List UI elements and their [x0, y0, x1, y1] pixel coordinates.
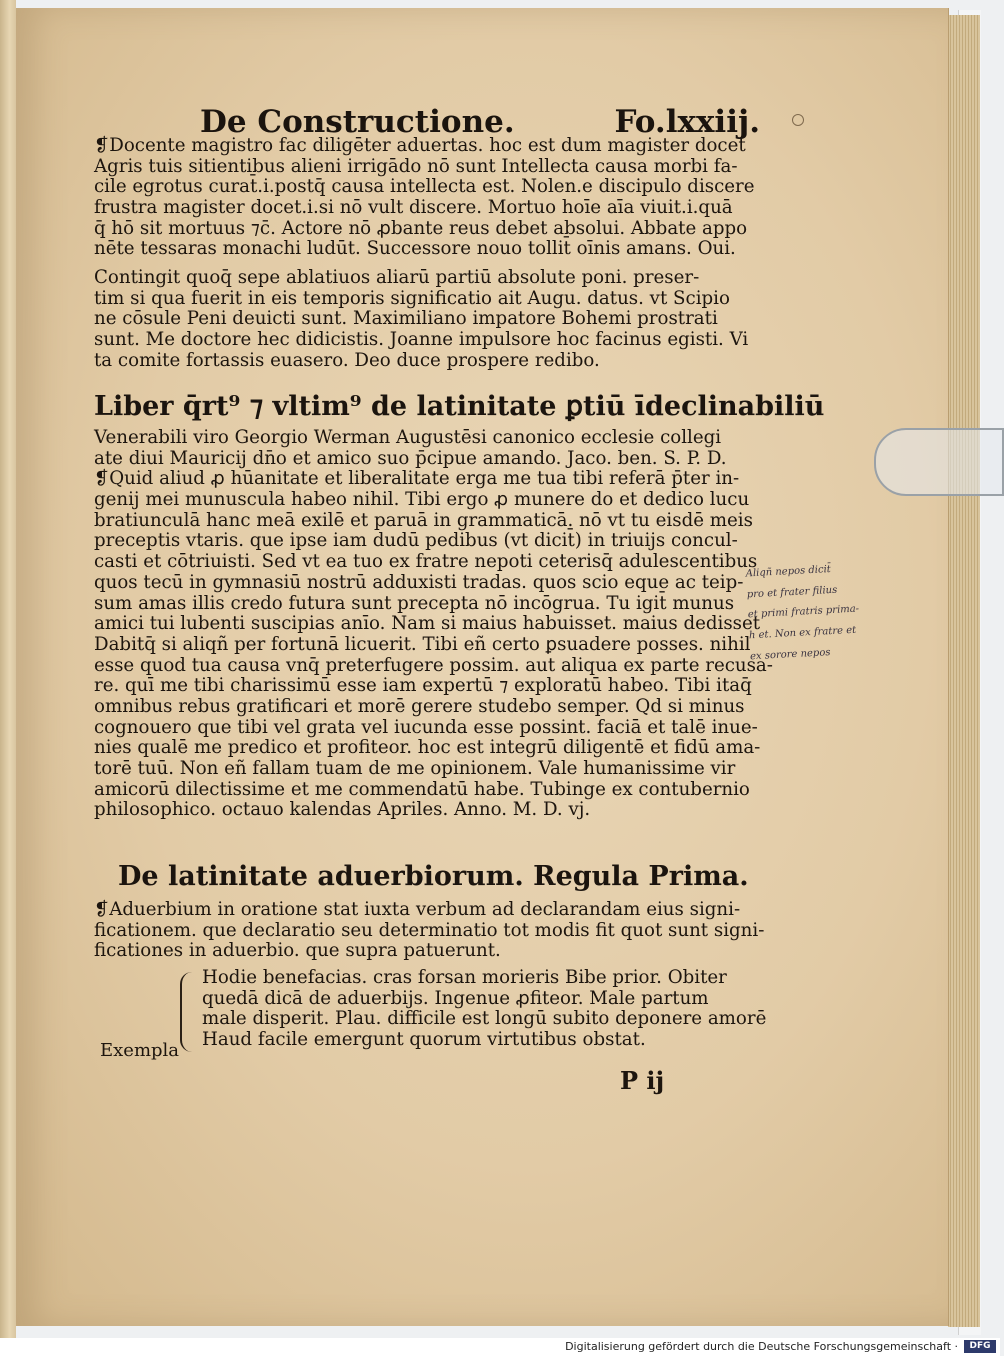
text-line: casti et cōtriuisti. Sed vt ea tuo ex fratre nepoti ceterisq̄ adulescentibus	[94, 551, 758, 573]
exempla-brace	[180, 972, 198, 1052]
text-line: genij mei munuscula habeo nihil. Tibi ergo ꝓ munere do et dedico lucu	[94, 489, 750, 511]
text-line: quos tecū in gymnasiū nostrū adduxisti tradas. quos scio eque ac teip-	[94, 571, 744, 593]
footer-bar	[0, 1338, 1000, 1356]
text-line: nēte tessaras monachi ludūt. Successore nouo tollit̄ oīnis amans. Oui.	[94, 238, 736, 260]
text-line: Contingit quoq̄ sepe ablatiuos aliarū partiū absolute poni. preser-	[94, 267, 700, 288]
book-heading: Liber q̄rt⁹ ⁊ vltim⁹ de latinitate ꝑtiū īdeclinabiliū	[94, 391, 825, 422]
paragraph-adverb-rule	[94, 899, 765, 962]
text-line: ex sorore nepos	[749, 646, 831, 663]
exempla-lines	[202, 967, 767, 1051]
book-spine	[0, 0, 16, 1338]
text-line: Aliqñ nepos dicit̄	[745, 564, 832, 580]
text-line: Agris tuis sitientibus alieni irrigādo nō sunt Intellecta causa morbi fa-	[94, 155, 738, 177]
signature-mark: P ij	[620, 1066, 665, 1095]
funding-credit: Digitalisierung gefördert durch die Deutsche Forschungsgemeinschaft ·	[565, 1340, 958, 1353]
text-line: bratiunculā hanc meā exilē et paruā in grammaticā. nō vt tu eisdē meis	[94, 509, 753, 531]
text-line: Venerabili viro Georgio Werman Augustēsi canonico ecclesie collegi	[94, 427, 722, 448]
text-line: cile egrotus curat̄.i.postq̄ causa intellecta est. Nolen.e discipulo discere	[94, 176, 755, 198]
running-title: De Constructione.	[200, 104, 515, 140]
page-clip	[874, 428, 1004, 496]
text-line: ❡Aduerbium in oratione stat iuxta verbum ad declarandam eius signi-	[94, 899, 741, 920]
dedication-letter	[94, 427, 773, 821]
folio-number: Fo.lxxiij.	[614, 104, 760, 140]
text-line: amicorū dilectissime et me commendatū habe. Tubinge ex contubernio	[94, 778, 750, 800]
text-line: male disperit. Plau. difficile est longū subito deponere amorē	[202, 1008, 767, 1030]
paragraph-examples	[94, 135, 755, 260]
text-line: ate diui Mauricij dn̄o et amico suo p̄cipue amando. Jaco. ben. S. P. D.	[94, 447, 727, 469]
text-line: tim si qua fuerit in eis temporis significatio ait Augu. datus. vt Scipio	[94, 287, 730, 309]
text-line: et primi fratris prima-	[747, 603, 860, 621]
text-line: torē tuū. Non eñ fallam tuam de me opinionem. Vale humanissime vir	[94, 758, 736, 779]
page-fore-edge	[948, 15, 980, 1327]
text-line: Dabitq̄ si aliqñ per fortunā licuerit. Tibi eñ certo ꝑsuadere posses. nihil	[94, 633, 751, 655]
rule-heading: De latinitate aduerbiorum. Regula Prima.	[118, 861, 749, 892]
text-line: frustra magister docet.i.si nō vult discere. Mortuo hoīe aīa viuit.i.quā	[94, 197, 733, 219]
page-mark	[792, 114, 804, 126]
text-line: ta comite fortassis euasero. Deo duce prospere redibo.	[94, 349, 600, 371]
text-line: quedā dicā de aduerbijs. Ingenue ꝓfiteor. Male partum	[202, 987, 709, 1009]
text-line: amici tui lubenti suscipias anīo. Nam si maius habuisset. maius dedisset	[94, 613, 761, 635]
text-line: pro et frater filius	[746, 584, 838, 601]
text-line: nies qualē me predico et profiteor. hoc est integrū diligentē et fidū ama-	[94, 737, 761, 759]
text-line: ficationem. que declaratio seu determinatio tot modis fit quot sunt signi-	[94, 919, 765, 941]
text-line: h et. Non ex fratre et	[748, 624, 857, 642]
exempla-label: Exempla	[100, 1040, 180, 1061]
text-line: q̄ hō sit mortuus ⁊c̄. Actore nō ꝓbante reus debet absolui. Abbate appo	[94, 217, 748, 239]
text-line: ne cōsule Peni deuicti sunt. Maximiliano impatore Bohemi prostrati	[94, 308, 718, 330]
text-line: cognouero que tibi vel grata vel iucunda esse possint. faciā et talē inue-	[94, 716, 758, 738]
text-line: Haud facile emergunt quorum virtutibus obstat.	[202, 1029, 646, 1051]
dfg-logo: DFG	[964, 1340, 996, 1353]
text-line: esse quod tua causa vnq̄ preterfugere possim. aut aliqua ex parte recusa-	[94, 654, 773, 676]
handwritten-marginalia	[745, 559, 918, 671]
text-line: re. quī me tibi charissimū esse iam expertū ⁊ exploratū habeo. Tibi itaq̄	[94, 675, 752, 697]
text-line: omnibus rebus gratificari et morē gerere studebo semper. Qd si minus	[94, 695, 745, 717]
text-line: preceptis vtaris. que ipse iam dudū pedibus (vt dicit̄) in triuijs concul-	[94, 530, 738, 552]
text-line: sum amas illis credo futura sunt precepta nō incōgrua. Tu igit̄ munus	[94, 592, 735, 614]
text-line: Hodie benefacias. cras forsan morieris Bibe prior. Obiter	[202, 967, 727, 988]
text-line: ❡Quid aliud ꝓ hūanitate et liberalitate erga me tua tibi referā p̄ter in-	[94, 468, 740, 490]
text-line: sunt. Me doctore hec didicistis. Joanne impulsore hoc facinus egisti. Vi	[94, 329, 749, 351]
text-line: ❡Docente magistro fac diligēter aduertas. hoc est dum magister docet	[94, 135, 746, 156]
paragraph-ablative	[94, 267, 749, 371]
text-line: ficationes in aduerbio. que supra patuerunt.	[94, 940, 501, 962]
text-line: philosophico. octauo kalendas Apriles. Anno. M. D. vj.	[94, 799, 591, 821]
